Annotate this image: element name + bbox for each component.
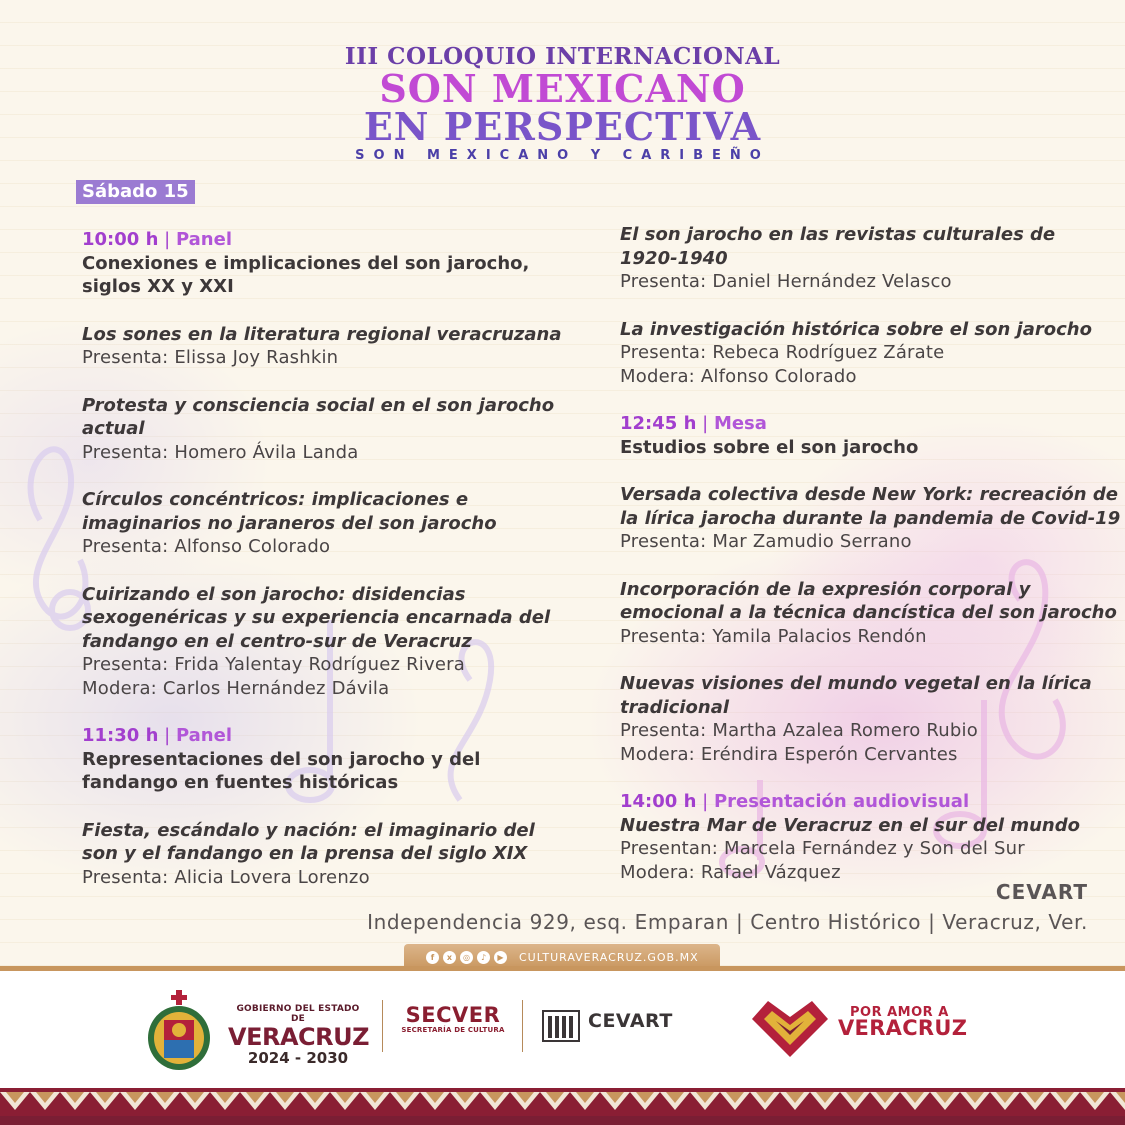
presenter-line: Presenta: Elissa Joy Rashkin bbox=[82, 347, 339, 368]
presenter-line: Presenta: Homero Ávila Landa bbox=[82, 441, 359, 463]
day-badge: Sábado 15 bbox=[76, 180, 195, 204]
title-line-3: EN PERSPECTIVA bbox=[363, 104, 762, 149]
slot-separator: | bbox=[702, 413, 709, 434]
slot-time: 10:00 h bbox=[82, 229, 159, 250]
talk-entry bbox=[82, 488, 552, 559]
talk-entry bbox=[620, 578, 1117, 649]
talk-title-line: son y el fandango en la prensa del siglo XIX bbox=[82, 843, 528, 864]
secver-logo bbox=[400, 1004, 506, 1034]
cevart-name: CEVART bbox=[588, 1010, 673, 1032]
talk-title-line: Nuevas visiones del mundo vegetal en la lírica bbox=[620, 673, 1092, 694]
talk-title-line: Cuirizando el son jarocho: disidencias bbox=[82, 583, 466, 605]
talk-title-line: fandango en el centro-sur de Veracruz bbox=[82, 630, 472, 652]
tiktok-icon[interactable]: ♪ bbox=[477, 951, 490, 964]
presenter-line: Modera: Eréndira Esperón Cervantes bbox=[620, 743, 958, 765]
talk-title-line: 1920-1940 bbox=[620, 247, 728, 269]
talk-title-line: Nuestra Mar de Veracruz en el sur del mundo bbox=[620, 814, 1080, 836]
presenter-line: Presenta: Frida Yalentay Rodríguez Rivera bbox=[82, 654, 465, 675]
slot-type: Presentación audiovisual bbox=[713, 791, 970, 812]
talk-title-line: la lírica jarocha durante la pandemia de Covid-19 bbox=[620, 507, 1121, 529]
session-title-line: fandango en fuentes históricas bbox=[82, 772, 399, 793]
slot-type: Panel bbox=[175, 725, 232, 746]
talk-title-line: Versada colectiva desde New York: recreación de bbox=[620, 484, 1118, 505]
talk-title-line: imaginarios no jaraneros del son jarocho bbox=[82, 512, 497, 534]
divider bbox=[522, 1000, 523, 1052]
venue-address: Independencia 929, esq. Emparan | Centro Histórico | Veracruz, Ver. bbox=[367, 910, 1088, 934]
slot-time: 11:30 h bbox=[82, 725, 159, 746]
secver-label: SECRETARÍA DE CULTURA bbox=[401, 1026, 505, 1034]
session-title bbox=[620, 436, 1090, 460]
time-slot bbox=[620, 790, 1090, 814]
government-logo bbox=[228, 1004, 368, 1066]
talk-title-line: tradicional bbox=[620, 696, 730, 718]
slot-time: 14:00 h bbox=[620, 791, 697, 812]
title-subtitle: SON MEXICANO Y CARIBEÑO bbox=[355, 148, 770, 163]
presenter-line: Presenta: Alfonso Colorado bbox=[82, 536, 331, 557]
gov-years: 2024 - 2030 bbox=[247, 1049, 349, 1067]
time-slot-line bbox=[82, 724, 552, 748]
title-line-1: III COLOQUIO INTERNACIONAL bbox=[344, 43, 781, 70]
slot-separator: | bbox=[164, 229, 171, 250]
talk-entry bbox=[82, 819, 552, 890]
gov-state: VERACRUZ bbox=[228, 1023, 370, 1051]
divider bbox=[382, 1000, 383, 1052]
time-slot-line bbox=[82, 228, 552, 252]
facebook-icon[interactable]: f bbox=[426, 951, 439, 964]
talk-entry bbox=[82, 394, 555, 465]
secver-name: SECVER bbox=[405, 1003, 501, 1027]
time-slot bbox=[82, 228, 552, 252]
talk-entry bbox=[620, 814, 1090, 885]
heart-logo-icon bbox=[750, 993, 830, 1059]
slot-type: Panel bbox=[175, 229, 232, 250]
talk-title-line: Fiesta, escándalo y nación: el imaginario del bbox=[82, 819, 535, 841]
talk-entry bbox=[620, 672, 1090, 766]
talk-title-line: Protesta y consciencia social en el son jarocho bbox=[82, 394, 555, 416]
presenter-line: Presenta: Martha Azalea Romero Rubio bbox=[620, 720, 978, 741]
talk-title-line: Círculos concéntricos: implicaciones e bbox=[82, 489, 469, 510]
talk-title-line: Incorporación de la expresión corporal y bbox=[620, 578, 1031, 600]
venue-name: CEVART bbox=[995, 880, 1088, 904]
cevart-building-icon bbox=[542, 1010, 580, 1042]
presenter-line: Presenta: Rebeca Rodríguez Zárate bbox=[620, 342, 945, 363]
presenter-line: Presenta: Alicia Lovera Lorenzo bbox=[82, 866, 370, 888]
veracruz-seal-icon bbox=[146, 990, 212, 1072]
talk-title-line: emocional a la técnica dancística del son jarocho bbox=[620, 602, 1117, 623]
talk-entry bbox=[620, 223, 1090, 294]
session-title-line: Conexiones e implicaciones del son jarocho, bbox=[82, 252, 530, 274]
time-slot-line bbox=[620, 412, 1090, 436]
talk-title-line: sexogenéricas y su experiencia encarnada del bbox=[82, 607, 551, 628]
website-link[interactable]: CULTURAVERACRUZ.GOB.MX bbox=[519, 950, 699, 964]
presenter-line: Modera: Rafael Vázquez bbox=[620, 861, 841, 883]
presenter-line: Modera: Carlos Hernández Dávila bbox=[82, 677, 390, 699]
x-icon[interactable]: x bbox=[443, 951, 456, 964]
session-title-line: Estudios sobre el son jarocho bbox=[620, 436, 919, 458]
title-line-2: SON MEXICANO bbox=[379, 66, 746, 111]
slot-time: 12:45 h bbox=[620, 413, 697, 434]
presenter-line: Presenta: Mar Zamudio Serrano bbox=[620, 531, 912, 552]
talk-title-line: actual bbox=[82, 418, 145, 439]
amor-state: VERACRUZ bbox=[838, 1016, 968, 1040]
session-title-line: Representaciones del son jarocho y del bbox=[82, 748, 481, 770]
talk-entry bbox=[620, 483, 1121, 554]
talk-title-line: Los sones en la literatura regional veracruzana bbox=[82, 323, 562, 345]
talk-entry bbox=[82, 583, 552, 701]
gov-label: GOBIERNO DEL ESTADO DE bbox=[236, 1004, 360, 1024]
instagram-icon[interactable]: ◎ bbox=[460, 951, 473, 964]
event-title bbox=[0, 44, 1125, 163]
talk-title-line: La investigación histórica sobre el son jarocho bbox=[620, 318, 1092, 340]
slot-separator: | bbox=[164, 725, 171, 746]
time-slot-line bbox=[620, 790, 1090, 814]
slot-separator: | bbox=[702, 791, 709, 812]
time-slot bbox=[620, 412, 1090, 436]
session-title-line: siglos XX y XXI bbox=[82, 276, 234, 297]
session-title bbox=[82, 252, 552, 299]
talk-entry bbox=[620, 318, 1090, 389]
decorative-pattern bbox=[0, 1088, 1125, 1125]
youtube-icon[interactable]: ▶ bbox=[494, 951, 507, 964]
presenter-line: Presenta: Daniel Hernández Velasco bbox=[620, 271, 952, 292]
session-title bbox=[82, 748, 552, 795]
presenter-line: Modera: Alfonso Colorado bbox=[620, 365, 857, 387]
talk-title-line: El son jarocho en las revistas culturales de bbox=[620, 224, 1056, 245]
talk-entry bbox=[82, 323, 562, 370]
slot-type: Mesa bbox=[713, 413, 767, 434]
time-slot bbox=[82, 724, 552, 748]
presenter-line: Presenta: Yamila Palacios Rendón bbox=[620, 625, 927, 647]
presenter-line: Presentan: Marcela Fernández y Son del Sur bbox=[620, 838, 1025, 859]
amor-label: POR AMOR A bbox=[850, 1005, 949, 1020]
